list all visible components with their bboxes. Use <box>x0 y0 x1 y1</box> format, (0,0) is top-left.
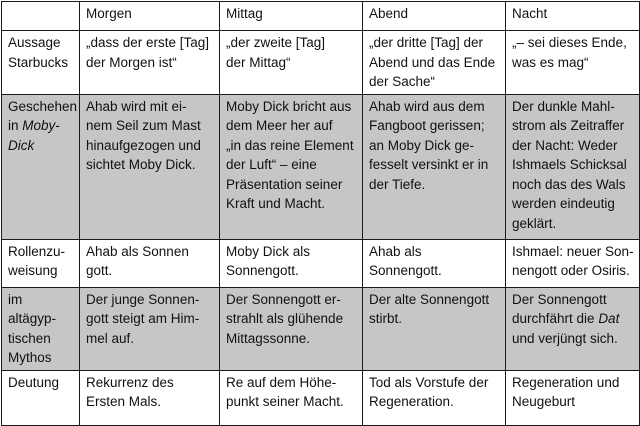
header-row <box>2 2 640 31</box>
cell-aussage-nacht: „– sei dieses Ende, was es mag“ <box>506 31 640 95</box>
row-label-geschehen-title: Moby- Dick <box>8 118 60 153</box>
cell-rollen-abend: Ahab als Sonnengott. <box>363 239 506 287</box>
cell-aussage-mittag: „der zweite [Tag] der Mittag“ <box>220 31 363 95</box>
row-label-geschehen-text: Geschehen in <box>8 98 78 133</box>
header-morgen: Morgen <box>80 2 220 31</box>
cell-mythos-nacht-text: Der Sonnengott durchfährt die <box>512 291 607 326</box>
table-row-rollenzuweisung <box>2 239 640 287</box>
header-mittag: Mittag <box>220 2 363 31</box>
cell-mythos-abend: Der alte Sonnengott stirbt. <box>363 287 506 370</box>
cell-mythos-nacht-dat: Dat <box>598 311 620 326</box>
table-row-deutung <box>2 370 640 425</box>
cell-deutung-nacht: Regeneration und Neugeburt <box>506 370 640 425</box>
header-abend: Abend <box>363 2 506 31</box>
cell-mythos-nacht <box>506 287 640 370</box>
row-label-geschehen <box>2 94 80 239</box>
cell-deutung-morgen: Rekurrenz des Ersten Mals. <box>80 370 220 425</box>
cell-rollen-nacht: Ishmael: neuer Son- nengott oder Osiris. <box>506 239 640 287</box>
row-label-aussage: Aussage Starbucks <box>2 31 80 95</box>
table-row-geschehen <box>2 94 640 239</box>
cell-aussage-morgen: „dass der erste [Tag] der Morgen ist“ <box>80 31 220 95</box>
cell-deutung-mittag: Re auf dem Höhe- punkt seiner Macht. <box>220 370 363 425</box>
cell-mythos-nacht-tail: und verjüngt sich. <box>512 330 618 346</box>
cell-rollen-mittag: Moby Dick als Sonnengott. <box>220 239 363 287</box>
row-label-deutung: Deutung <box>2 370 80 425</box>
cell-mythos-morgen: Der junge Sonnen- gott steigt am Him- mel auf. <box>80 287 220 370</box>
cell-geschehen-abend: Ahab wird aus dem Fangboot gerissen; an Moby Dick ge- fesselt versinkt er in der Tiefe. <box>363 94 506 239</box>
cell-deutung-abend: Tod als Vorstufe der Regeneration. <box>363 370 506 425</box>
row-label-rollenzuweisung: Rollenzu- weisung <box>2 239 80 287</box>
header-corner-cell <box>2 2 80 31</box>
header-nacht: Nacht <box>506 2 640 31</box>
cell-aussage-abend: „der dritte [Tag] der Abend und das Ende der Sache“ <box>363 31 506 95</box>
table-row-aussage <box>2 31 640 95</box>
row-label-mythos: im altägyp- tischen Mythos <box>2 287 80 370</box>
cell-geschehen-morgen: Ahab wird mit ei- nem Seil zum Mast hinaufgezogen und sichtet Moby Dick. <box>80 94 220 239</box>
table-row-mythos <box>2 287 640 370</box>
cell-rollen-morgen: Ahab als Sonnen gott. <box>80 239 220 287</box>
cell-geschehen-mittag: Moby Dick bricht aus dem Meer her auf „in das reine Element der Luft“ – eine Präsentation seiner Kraft und Macht. <box>220 94 363 239</box>
mythos-comparison-table <box>1 1 640 426</box>
cell-geschehen-nacht: Der dunkle Mahl- strom als Zeitraffer der Nacht: Weder Ishmaels Schicksal noch das des Wals werden eindeutig geklärt. <box>506 94 640 239</box>
cell-mythos-mittag: Der Sonnengott er- strahlt als glühende Mittagssonne. <box>220 287 363 370</box>
